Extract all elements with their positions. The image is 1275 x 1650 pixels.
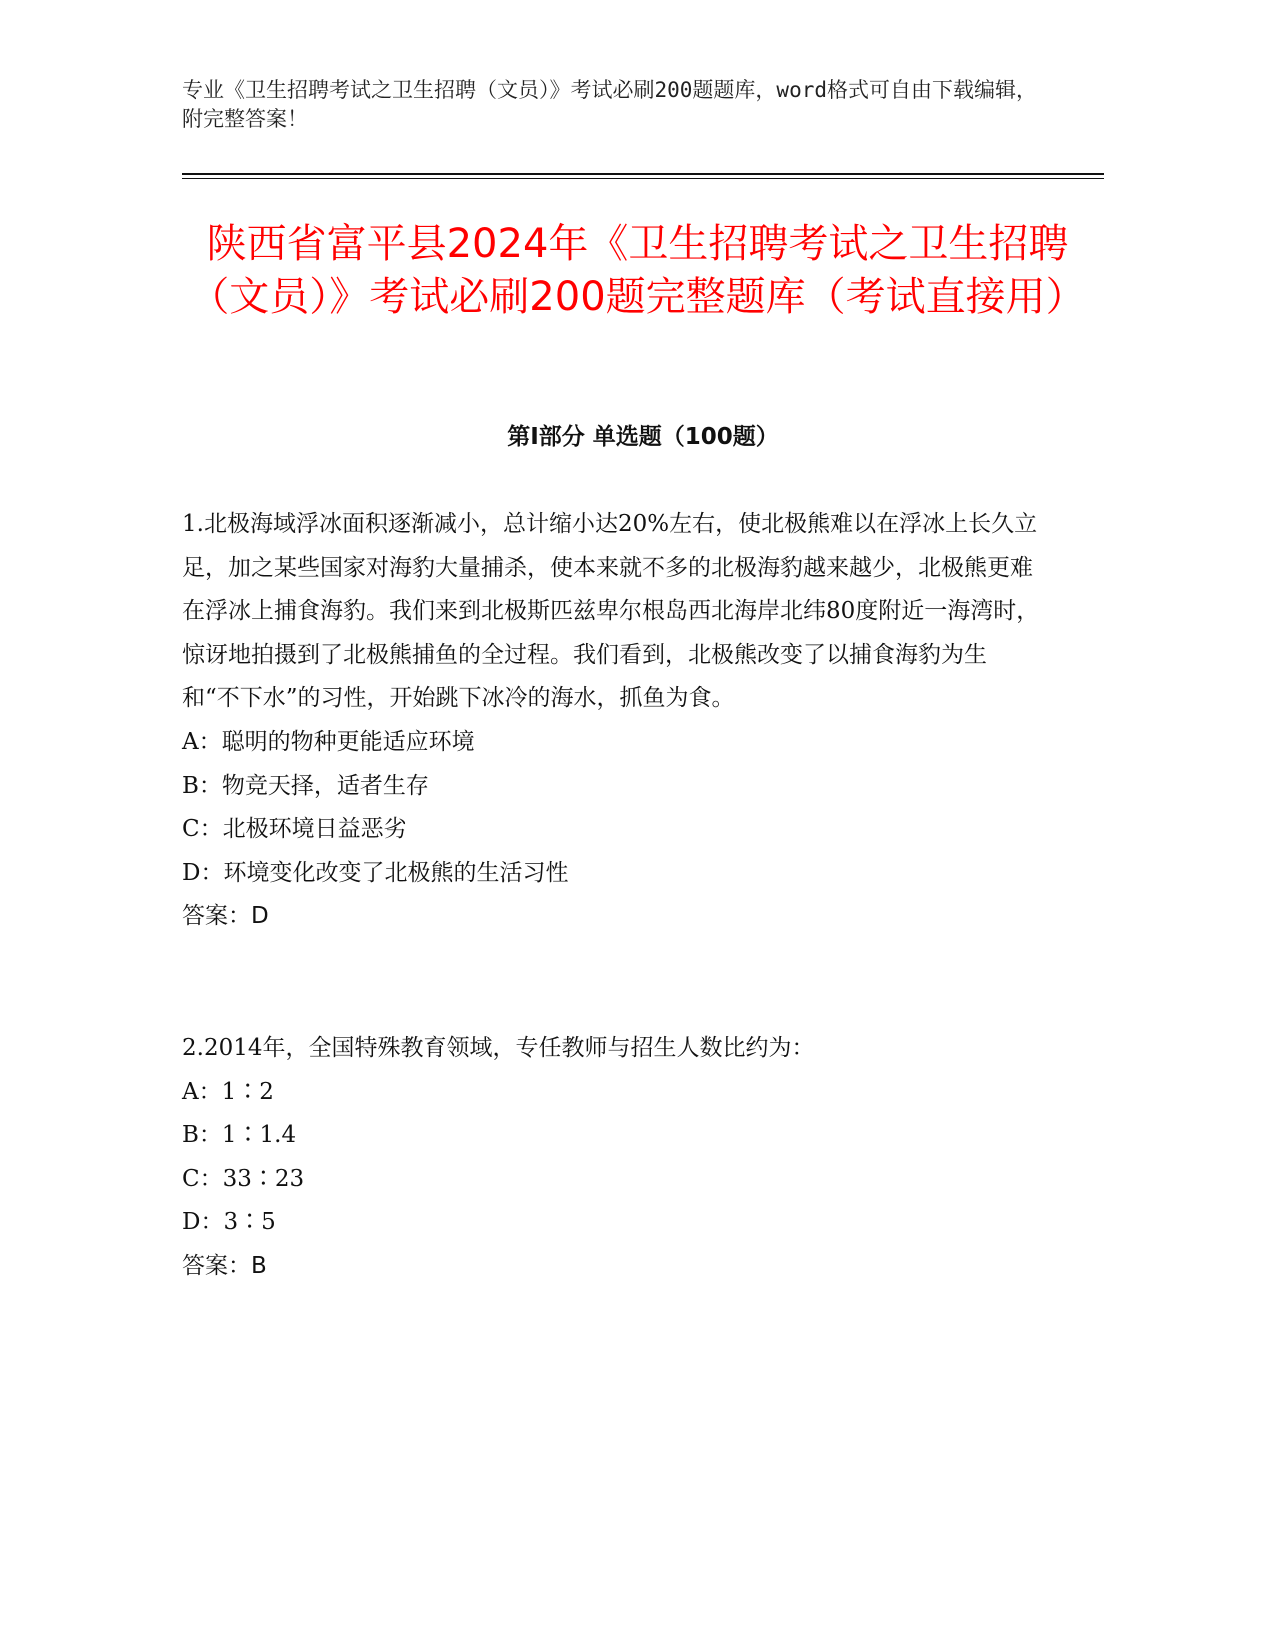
- question-1: [182, 503, 1042, 939]
- question-2: [182, 1027, 1042, 1289]
- option-a: A：聪明的物种更能适应环境: [182, 728, 475, 755]
- header-divider: [182, 173, 1104, 175]
- document-title: 陕西省富平县2024年《卫生招聘考试之卫生招聘（文员）》考试必刷200题完整题库（考试直接用）: [189, 221, 1086, 320]
- option-c: C：33∶23: [182, 1165, 305, 1192]
- header-note: 专业《卫生招聘考试之卫生招聘（文员）》考试必刷200题题库，word格式可自由下载编辑，附完整答案！: [182, 78, 1037, 131]
- option-d: D：3∶5: [182, 1209, 276, 1236]
- question-stem: 2.2014年，全国特殊教育领域，专任教师与招生人数比约为：: [182, 1035, 815, 1061]
- option-b: B：1∶1.4: [182, 1122, 297, 1149]
- answer: 答案：B: [182, 1252, 267, 1279]
- option-a: A：1∶2: [182, 1078, 274, 1105]
- option-d: D：环境变化改变了北极熊的生活习性: [182, 859, 569, 886]
- section-title: 第Ⅰ部分 单选题（100题）: [507, 424, 779, 450]
- header-divider-thin: [182, 178, 1104, 179]
- question-stem: 1.北极海域浮冰面积逐渐减小，总计缩小达20%左右，使北极熊难以在浮冰上长久立足，加之某些国家对海豹大量捕杀，使本来就不多的北极海豹越来越少，北极熊更难在浮冰上捕食海豹。我们来到北极斯匹兹卑尔根岛西北海岸北纬80度附近一海湾时，惊讶地拍摄到了北极熊捕鱼的全过程。我们看到，北极熊改变了以捕食海豹为生和“不下水”的习性，开始跳下冰冷的海水，抓鱼为食。: [182, 511, 1040, 712]
- answer: 答案：D: [182, 903, 269, 930]
- option-c: C：北极环境日益恶劣: [182, 816, 407, 843]
- option-b: B：物竞天择，适者生存: [182, 772, 429, 799]
